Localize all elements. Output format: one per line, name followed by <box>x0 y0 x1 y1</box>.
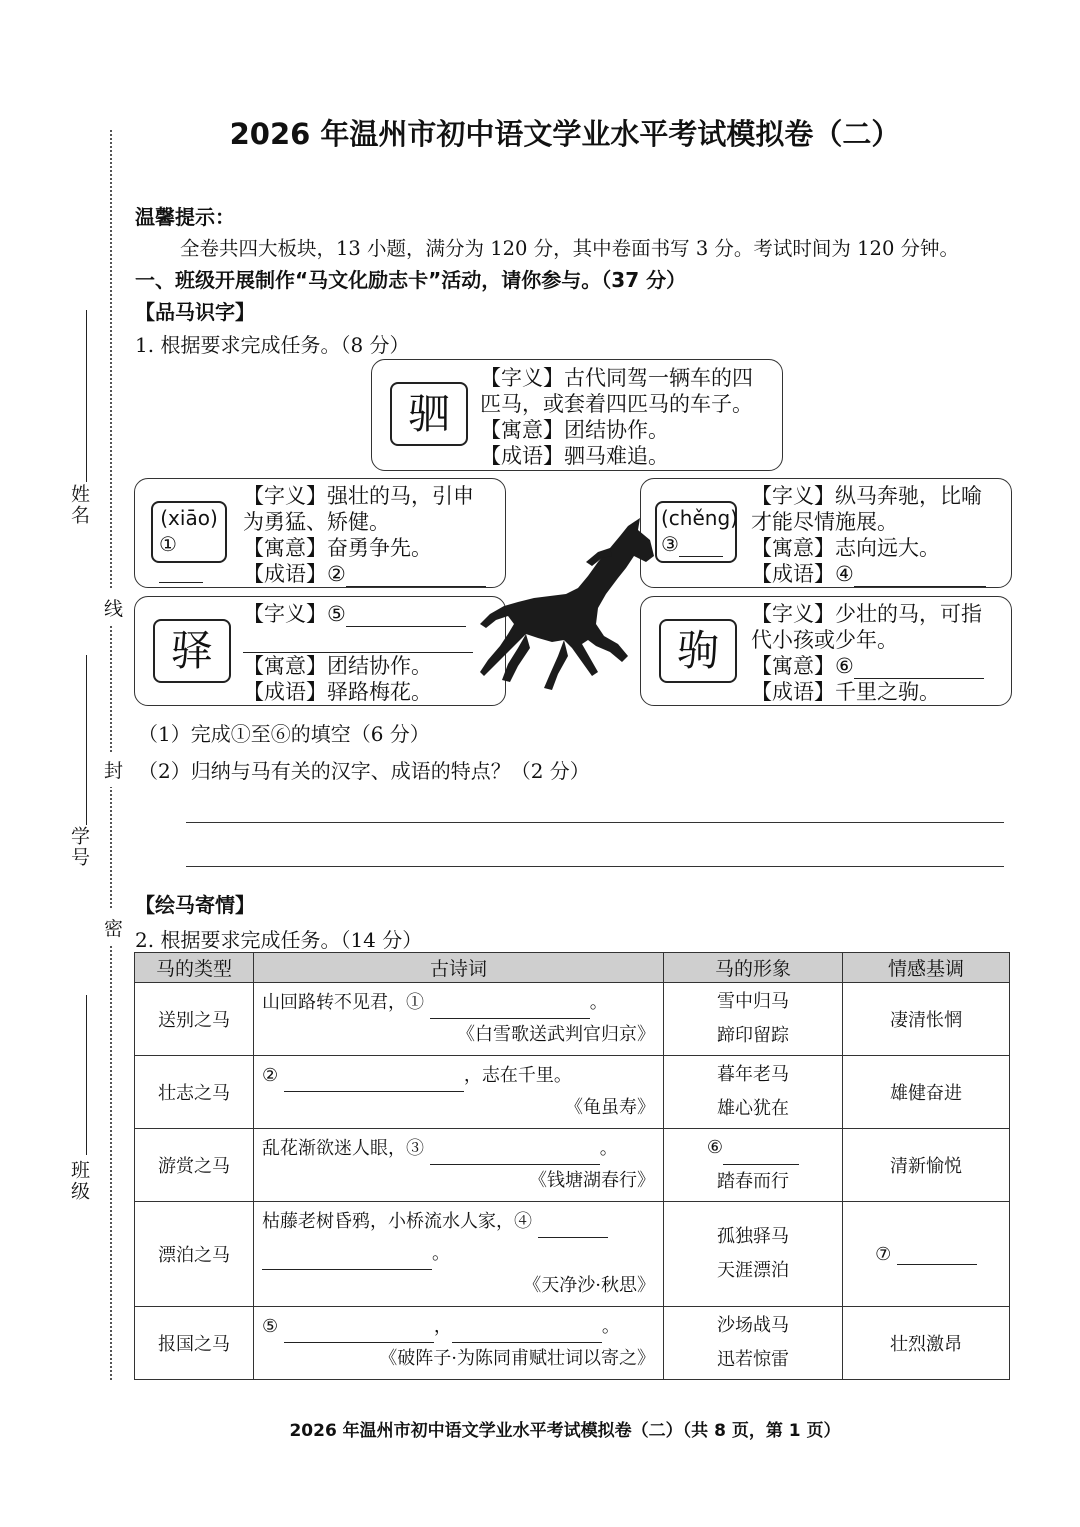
table-row <box>135 1202 1010 1307</box>
verse-line-blank[interactable]: 乱花渐欲迷人眼，③ 。 <box>262 1133 655 1165</box>
emotion-tone-cell: 凄清怅惘 <box>843 983 1010 1056</box>
q1-sub1: （1）完成①至⑥的填空（6 分） <box>138 722 430 746</box>
table-header: 情感基调 <box>843 953 1010 983</box>
card-si-line: 匹马，或套着四匹马的车子。 <box>480 392 753 416</box>
table-header: 古诗词 <box>254 953 664 983</box>
horse-image-blank[interactable]: ⑥ <box>665 1131 841 1165</box>
horse-image-text: 沙场战马 <box>717 1315 789 1336</box>
question-1: 1. 根据要求完成任务。（8 分） <box>135 333 410 357</box>
answer-line[interactable] <box>186 822 1004 823</box>
verse-source: 《天净沙·秋思》 <box>523 1275 655 1296</box>
verse-source: 《龟虽寿》 <box>565 1097 655 1118</box>
verse-line-blank[interactable]: 枯藤老树昏鸦，小桥流水人家，④ <box>262 1206 655 1238</box>
card-cheng-idiom-blank[interactable]: 【成语】④ <box>751 561 986 587</box>
verse-cell <box>254 1129 664 1202</box>
horse-image-text: 蹄印留踪 <box>717 1025 789 1046</box>
card-xiao-charbox <box>151 501 227 563</box>
seal-char-close: 密 <box>104 910 123 945</box>
verse-source: 《白雪歌送武判官归京》 <box>457 1024 655 1045</box>
card-xiao-blank[interactable]: ① <box>159 531 219 583</box>
horse-illustration <box>478 516 656 696</box>
verse-line-blank[interactable]: 山回路转不见君，① 。 <box>262 987 655 1019</box>
card-yi <box>134 596 506 706</box>
card-yi-text <box>243 601 473 705</box>
emotion-tone-cell: 雄健奋进 <box>843 1056 1010 1129</box>
class-label: 班级 <box>68 1160 90 1202</box>
verse-line-blank[interactable]: 。 <box>262 1238 655 1270</box>
horse-type-cell: 送别之马 <box>135 983 254 1056</box>
part2-heading: 【绘马寄情】 <box>135 893 255 917</box>
name-label: 姓名 <box>68 484 90 526</box>
table-row <box>135 983 1010 1056</box>
card-yi-char: 驿 <box>153 619 231 683</box>
emotion-tone-blank[interactable]: ⑦ <box>843 1202 1010 1307</box>
name-blank-line <box>86 310 87 482</box>
class-blank-line <box>86 995 87 1155</box>
card-cheng-line: 【字义】纵马奔驰，比喻 <box>751 484 982 508</box>
answer-line[interactable] <box>186 866 1004 867</box>
horse-type-cell: 壮志之马 <box>135 1056 254 1129</box>
table-row <box>135 1307 1010 1380</box>
card-xiao <box>134 478 506 588</box>
card-xiao-pinyin: (xiāo) <box>160 506 218 530</box>
page-title: 2026 年温州市初中语文学业水平考试模拟卷（二） <box>229 117 901 151</box>
horse-image-text: 天涯漂泊 <box>717 1260 789 1281</box>
horse-image-text: 雄心犹在 <box>717 1098 789 1119</box>
q1-sub2: （2）归纳与马有关的汉字、成语的特点？（2 分） <box>138 759 590 783</box>
emotion-tone-cell: 壮烈激昂 <box>843 1307 1010 1380</box>
page-footer: 2026 年温州市初中语文学业水平考试模拟卷（二）（共 8 页，第 1 页） <box>289 1421 841 1441</box>
table-header: 马的类型 <box>135 953 254 983</box>
horse-image-text: 踏春而行 <box>717 1171 789 1192</box>
card-si-char: 驷 <box>390 382 468 446</box>
verse-source: 《钱塘湖春行》 <box>529 1170 655 1191</box>
horse-image-text: 迅若惊雷 <box>717 1349 789 1370</box>
horse-type-cell: 游赏之马 <box>135 1129 254 1202</box>
card-cheng-line: 【寓意】志向远大。 <box>751 536 940 560</box>
card-si-line: 【字义】古代同驾一辆车的四 <box>480 366 753 390</box>
horse-image-cell <box>664 1307 843 1380</box>
verse-cell <box>254 1056 664 1129</box>
card-ju-char: 驹 <box>659 619 737 683</box>
card-cheng-text <box>751 483 986 587</box>
card-ju-text <box>751 601 984 705</box>
verse-cell <box>254 983 664 1056</box>
part1-heading: 【品马识字】 <box>135 300 255 324</box>
horse-image-cell <box>664 983 843 1056</box>
emotion-tone-cell: 清新愉悦 <box>843 1129 1010 1202</box>
card-si-line: 【寓意】团结协作。 <box>480 418 669 442</box>
verse-cell <box>254 1202 664 1307</box>
table-row <box>135 1129 1010 1202</box>
card-ju-moral-blank[interactable]: 【寓意】⑥ <box>751 653 984 679</box>
horse-image-text: 孤独驿马 <box>717 1226 789 1247</box>
card-yi-line: 【成语】驿路梅花。 <box>243 680 432 704</box>
horse-image-cell <box>664 1129 843 1202</box>
card-xiao-line: 为勇猛、矫健。 <box>243 510 390 534</box>
table-header-row <box>135 953 1010 983</box>
horse-type-cell: 漂泊之马 <box>135 1202 254 1307</box>
card-xiao-idiom-blank[interactable]: 【成语】② <box>243 561 486 587</box>
verse-line-blank[interactable]: ⑤ ， 。 <box>262 1311 655 1343</box>
card-xiao-line: 【寓意】奋勇争先。 <box>243 536 432 560</box>
card-cheng-line: 才能尽情施展。 <box>751 510 898 534</box>
tip-body: 全卷共四大板块，13 小题，满分为 120 分，其中卷面书写 3 分。考试时间为 120 分钟。 <box>180 237 960 260</box>
horse-type-cell: 报国之马 <box>135 1307 254 1380</box>
card-ju <box>640 596 1012 706</box>
id-label: 学号 <box>68 826 90 868</box>
verse-source: 《破阵子·为陈同甫赋壮词以寄之》 <box>379 1348 655 1369</box>
card-si-text <box>480 365 753 469</box>
horse-poem-table <box>134 952 1010 1380</box>
card-cheng-charbox <box>655 501 737 563</box>
card-yi-meaning-blank[interactable]: 【字义】⑤ <box>243 601 473 627</box>
id-blank-line <box>86 655 87 825</box>
card-ju-line: 代小孩或少年。 <box>751 628 898 652</box>
card-ju-line: 【成语】千里之驹。 <box>751 680 940 704</box>
verse-cell <box>254 1307 664 1380</box>
card-yi-meaning-blank-2[interactable] <box>243 627 473 653</box>
seal-char-line: 线 <box>104 590 123 625</box>
card-cheng-blank[interactable]: ③ <box>661 531 731 557</box>
horse-image-text: 雪中归马 <box>717 991 789 1012</box>
card-si <box>371 359 783 471</box>
card-cheng <box>640 478 1012 588</box>
card-yi-line: 【寓意】团结协作。 <box>243 654 432 678</box>
verse-line-blank[interactable]: ② ，志在千里。 <box>262 1060 655 1092</box>
card-si-line: 【成语】驷马难追。 <box>480 444 669 468</box>
tip-heading: 温馨提示： <box>135 205 235 229</box>
seal-char-seal: 封 <box>104 752 123 787</box>
card-ju-line: 【字义】少壮的马，可指 <box>751 602 982 626</box>
card-cheng-pinyin: (chěng) <box>661 506 738 530</box>
card-xiao-line: 【字义】强壮的马，引申 <box>243 484 474 508</box>
card-xiao-text <box>243 483 486 587</box>
horse-image-text: 暮年老马 <box>717 1064 789 1085</box>
table-header: 马的形象 <box>664 953 843 983</box>
section1-heading: 一、班级开展制作“马文化励志卡”活动，请你参与。（37 分） <box>135 268 687 292</box>
question-2: 2. 根据要求完成任务。（14 分） <box>135 928 423 952</box>
horse-image-cell <box>664 1202 843 1307</box>
horse-image-cell <box>664 1056 843 1129</box>
table-row <box>135 1056 1010 1129</box>
